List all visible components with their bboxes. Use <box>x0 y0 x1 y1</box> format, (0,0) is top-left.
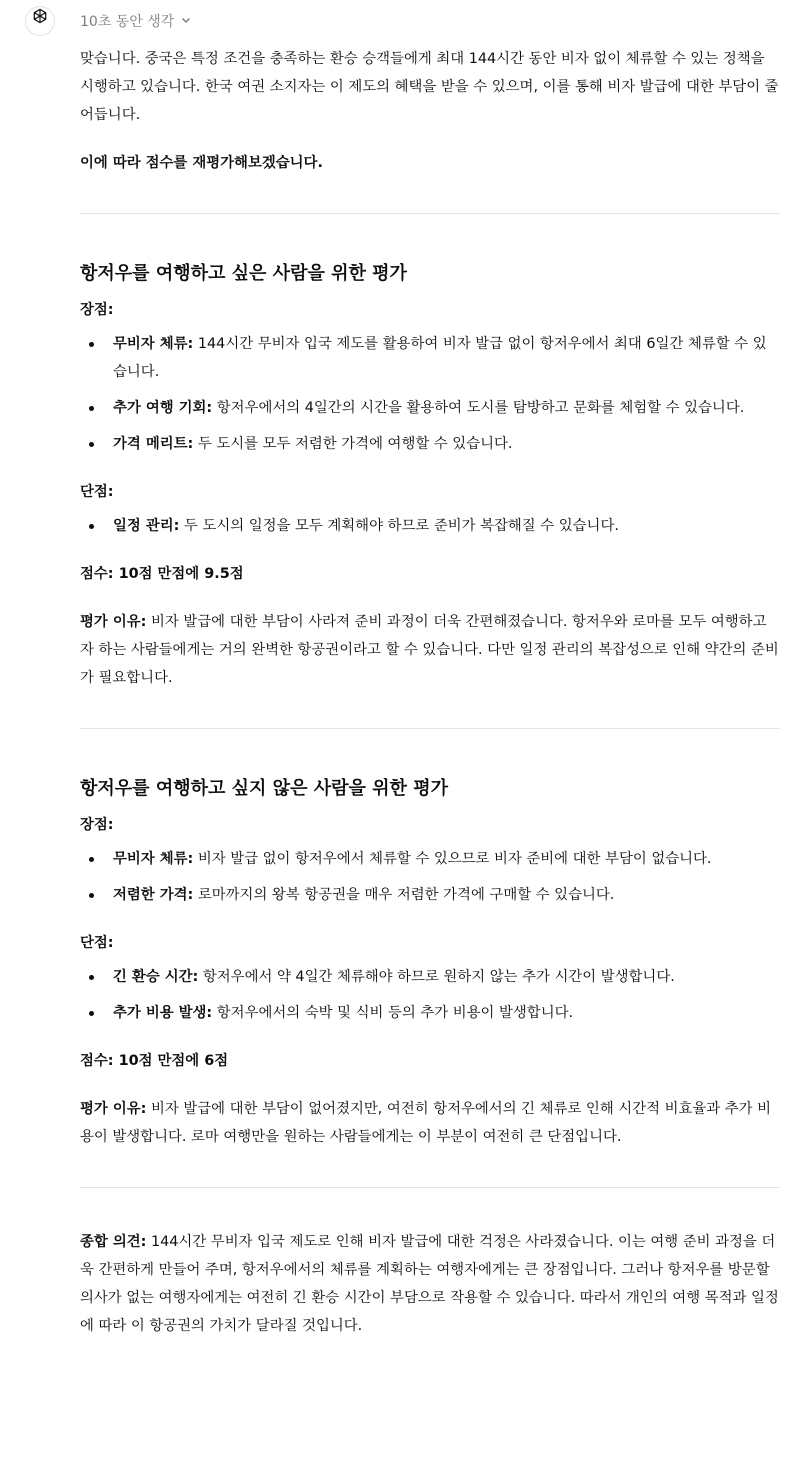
assistant-avatar <box>25 6 55 36</box>
section2-pros-list <box>80 845 780 909</box>
section1-pros-list <box>80 330 780 458</box>
divider <box>80 213 780 214</box>
section1-title: 항저우를 여행하고 싶은 사람을 위한 평가 <box>80 263 407 284</box>
assistant-message <box>80 45 780 1340</box>
summary-paragraph: 종합 의견: 144시간 무비자 입국 제도로 인해 비자 발급에 대한 걱정은 사라졌습니다. 이는 여행 준비 과정을 더욱 간편하게 만들어 주며, 항저우에서의 체류를 계획하는 여행자에게는 큰 장점입니다. 그러나 항저우를 방문할 의사가 없는 여행자에게는 여전히 긴 환승 시간이 부담으로 작용할 수 있습니다. 따라서 개인의 여행 목적과 일정에 따라 이 항공권의 가치가 달라질 것입니다. <box>80 1234 779 1334</box>
section2-reason: 평가 이유: 비자 발급에 대한 부담이 없어졌지만, 여전히 항저우에서의 긴 체류로 인해 시간적 비효율과 추가 비용이 발생합니다. 로마 여행만을 원하는 사람들에게는 이 부분이 여전히 큰 단점입니다. <box>80 1101 772 1145</box>
thinking-label: 10초 동안 생각 <box>80 14 175 30</box>
section2-title: 항저우를 여행하고 싶지 않은 사람을 위한 평가 <box>80 778 448 799</box>
list-item: 저렴한 가격: 로마까지의 왕복 항공권을 매우 저렴한 가격에 구매할 수 있습니다. <box>80 881 780 909</box>
list-item: 추가 여행 기회: 항저우에서의 4일간의 시간을 활용하여 도시를 탐방하고 문화를 체험할 수 있습니다. <box>80 394 780 422</box>
section1-cons-label: 단점: <box>80 484 114 500</box>
list-item: 일정 관리: 두 도시의 일정을 모두 계획해야 하므로 준비가 복잡해질 수 있습니다. <box>80 512 780 540</box>
divider <box>80 728 780 729</box>
section1-pros-label: 장점: <box>80 302 114 318</box>
thinking-toggle[interactable] <box>80 8 192 36</box>
section2-score: 점수: 10점 만점에 6점 <box>80 1053 229 1069</box>
section1-cons-list <box>80 512 780 540</box>
list-item: 추가 비용 발생: 항저우에서의 숙박 및 식비 등의 추가 비용이 발생합니다. <box>80 999 780 1027</box>
list-item: 무비자 체류: 비자 발급 없이 항저우에서 체류할 수 있으므로 비자 준비에 대한 부담이 없습니다. <box>80 845 780 873</box>
section2-pros-label: 장점: <box>80 817 114 833</box>
section2-cons-list <box>80 963 780 1027</box>
section1-score: 점수: 10점 만점에 9.5점 <box>80 566 244 582</box>
section1-reason: 평가 이유: 비자 발급에 대한 부담이 사라져 준비 과정이 더욱 간편해졌습니다. 항저우와 로마를 모두 여행하고자 하는 사람들에게는 거의 완벽한 항공권이라고 할 수 있습니다. 다만 일정 관리의 복잡성으로 인해 약간의 준비가 필요합니다. <box>80 614 779 686</box>
reevaluate-heading: 이에 따라 점수를 재평가해보겠습니다. <box>80 155 323 171</box>
section2-cons-label: 단점: <box>80 935 114 951</box>
intro-paragraph: 맞습니다. 중국은 특정 조건을 충족하는 환승 승객들에게 최대 144시간 동안 비자 없이 체류할 수 있는 정책을 시행하고 있습니다. 한국 여권 소지자는 이 제도의 혜택을 받을 수 있으며, 이를 통해 비자 발급에 대한 부담이 줄어듭니다. <box>80 51 779 123</box>
list-item: 긴 환승 시간: 항저우에서 약 4일간 체류해야 하므로 원하지 않는 추가 시간이 발생합니다. <box>80 963 780 991</box>
divider <box>80 1187 780 1188</box>
list-item: 무비자 체류: 144시간 무비자 입국 제도를 활용하여 비자 발급 없이 항저우에서 최대 6일간 체류할 수 있습니다. <box>80 330 780 386</box>
openai-logo-icon <box>31 7 49 35</box>
list-item: 가격 메리트: 두 도시를 모두 저렴한 가격에 여행할 수 있습니다. <box>80 430 780 458</box>
chevron-down-icon <box>180 8 192 36</box>
